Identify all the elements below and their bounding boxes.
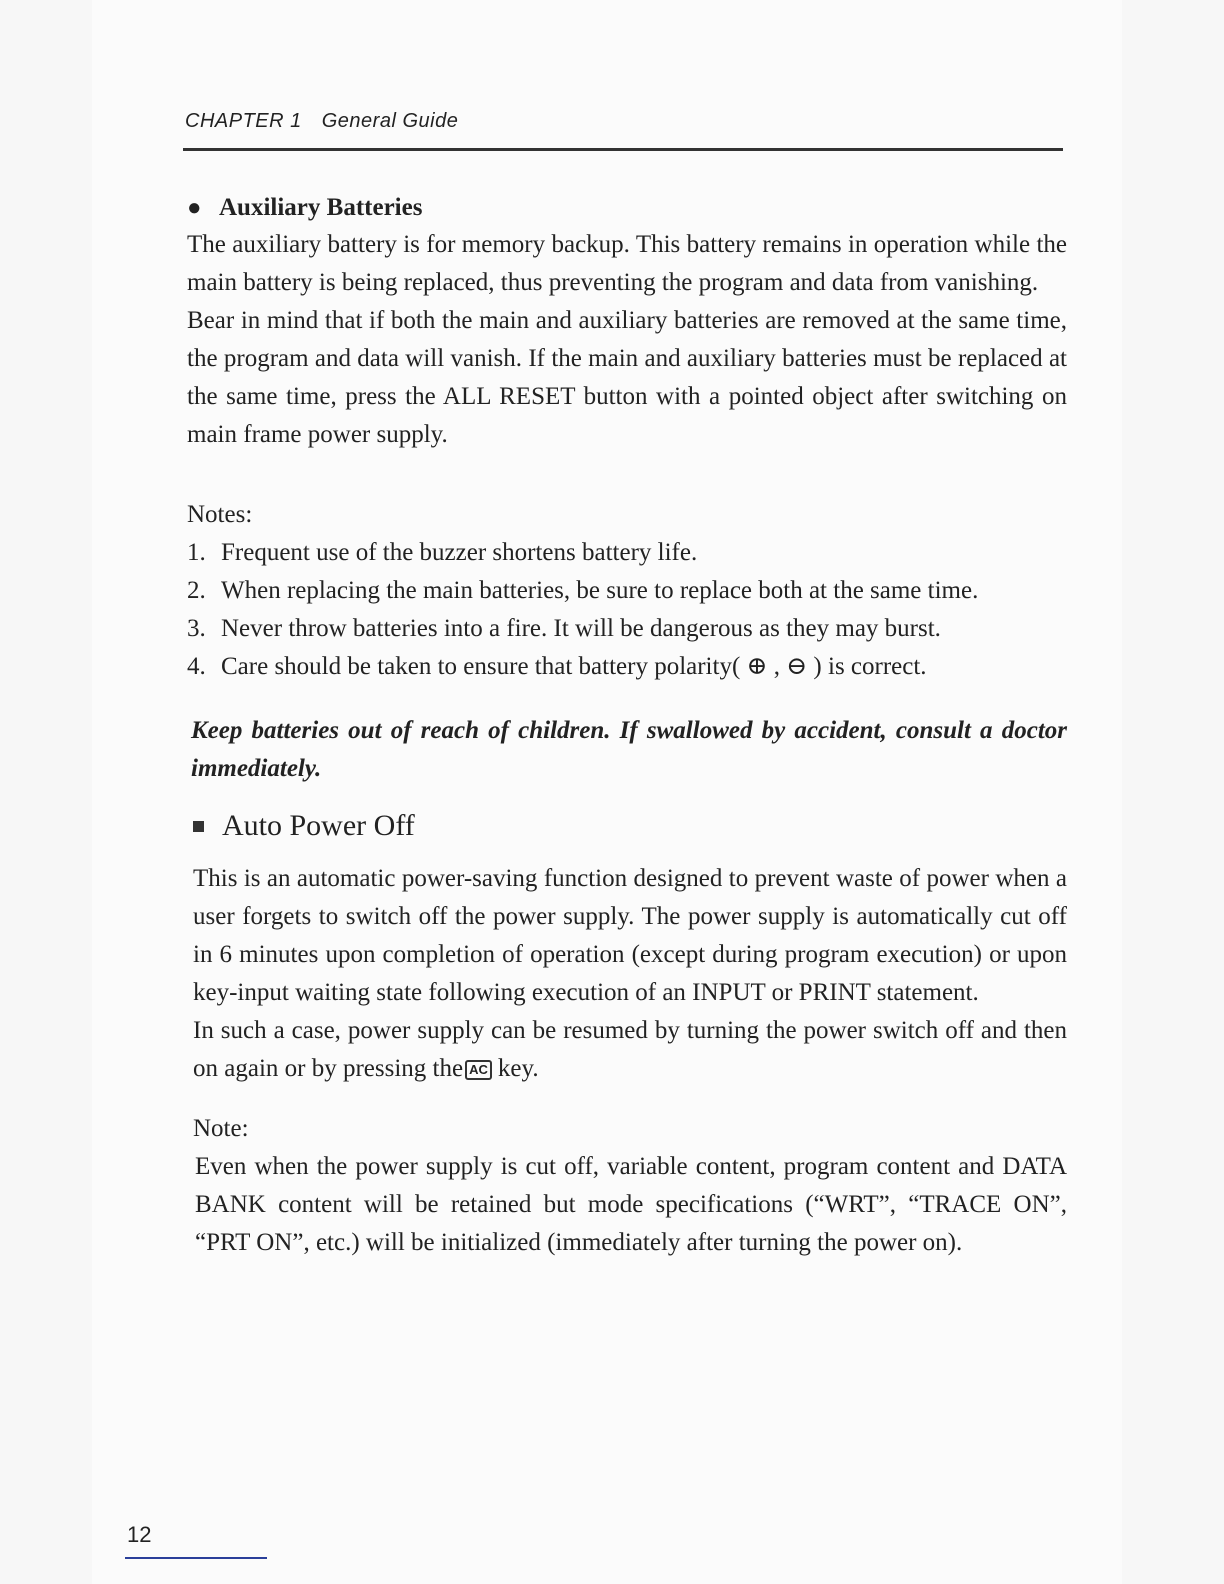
child-safety-warning: Keep batteries out of reach of children. If swallowed by accident, consult a doctor immediately. <box>191 717 1067 782</box>
running-header <box>185 110 458 133</box>
list-item <box>187 648 1067 686</box>
auxiliary-para-1: The auxiliary battery is for memory backup. This battery remains in operation while the main battery is being replaced, thus preventing the program and data from vanishing. <box>187 231 1067 296</box>
auto-power-off-para-2 <box>193 1012 1067 1088</box>
page-number: 12 <box>127 1522 152 1547</box>
auxiliary-para-2: Bear in mind that if both the main and auxiliary batteries are removed at the same time, the program and data will vanish. If the main and auxiliary batteries must be replaced at the same time, press the ALL RESET button with a pointed object after switching on main frame power supply. <box>187 307 1067 448</box>
note-text: When replacing the main batteries, be sure to replace both at the same time. <box>221 577 979 604</box>
note-title: Note: <box>193 1115 249 1142</box>
auxiliary-heading-text: Auxiliary Batteries <box>219 194 423 221</box>
auto-power-off-heading <box>193 806 1067 846</box>
note-number: 1. <box>187 539 206 566</box>
notes-title: Notes: <box>187 501 253 528</box>
page-content <box>187 190 1067 1262</box>
list-item <box>187 572 1067 610</box>
note-text: Frequent use of the buzzer shortens battery life. <box>221 539 698 566</box>
notes-list <box>187 534 1067 686</box>
footer-rule <box>125 1557 267 1559</box>
ac-key-icon: AC <box>465 1060 492 1080</box>
auto-power-off-heading-text: Auto Power Off <box>222 809 415 842</box>
chapter-label: CHAPTER 1 <box>185 110 302 132</box>
note-number: 3. <box>187 615 206 642</box>
note-text: Never throw batteries into a fire. It will be dangerous as they may burst. <box>221 615 941 642</box>
list-item <box>187 610 1067 648</box>
note-number: 2. <box>187 577 206 604</box>
auto-power-off-body <box>193 860 1067 1088</box>
chapter-title: General Guide <box>321 110 459 132</box>
square-bullet-icon <box>193 821 204 832</box>
header-rule <box>183 148 1063 151</box>
para-2-tail: key. <box>497 1055 539 1082</box>
bullet-icon: ● <box>187 195 202 221</box>
note-number: 4. <box>187 653 206 680</box>
auxiliary-heading <box>187 190 1067 226</box>
note-body: Even when the power supply is cut off, variable content, program content and DATA BANK content will be retained but mode specifications (“WRT”, “TRACE ON”, “PRT ON”, etc.) will be initialized (immediately after turning the power on). <box>195 1153 1067 1256</box>
auto-power-off-para-1: This is an automatic power-saving function designed to prevent waste of power when a user forgets to switch off the power supply. The power supply is automatically cut off in 6 minutes upon completion of operation (except during program execution) or upon key-input waiting state following execution of an INPUT or PRINT statement. <box>193 865 1067 1006</box>
note-text: Care should be taken to ensure that battery polarity( ⊕ , ⊖ ) is correct. <box>221 653 927 680</box>
list-item <box>187 534 1067 572</box>
para-2-text: In such a case, power supply can be resumed by turning the power switch off and then on again or by pressing the <box>193 1017 1067 1082</box>
